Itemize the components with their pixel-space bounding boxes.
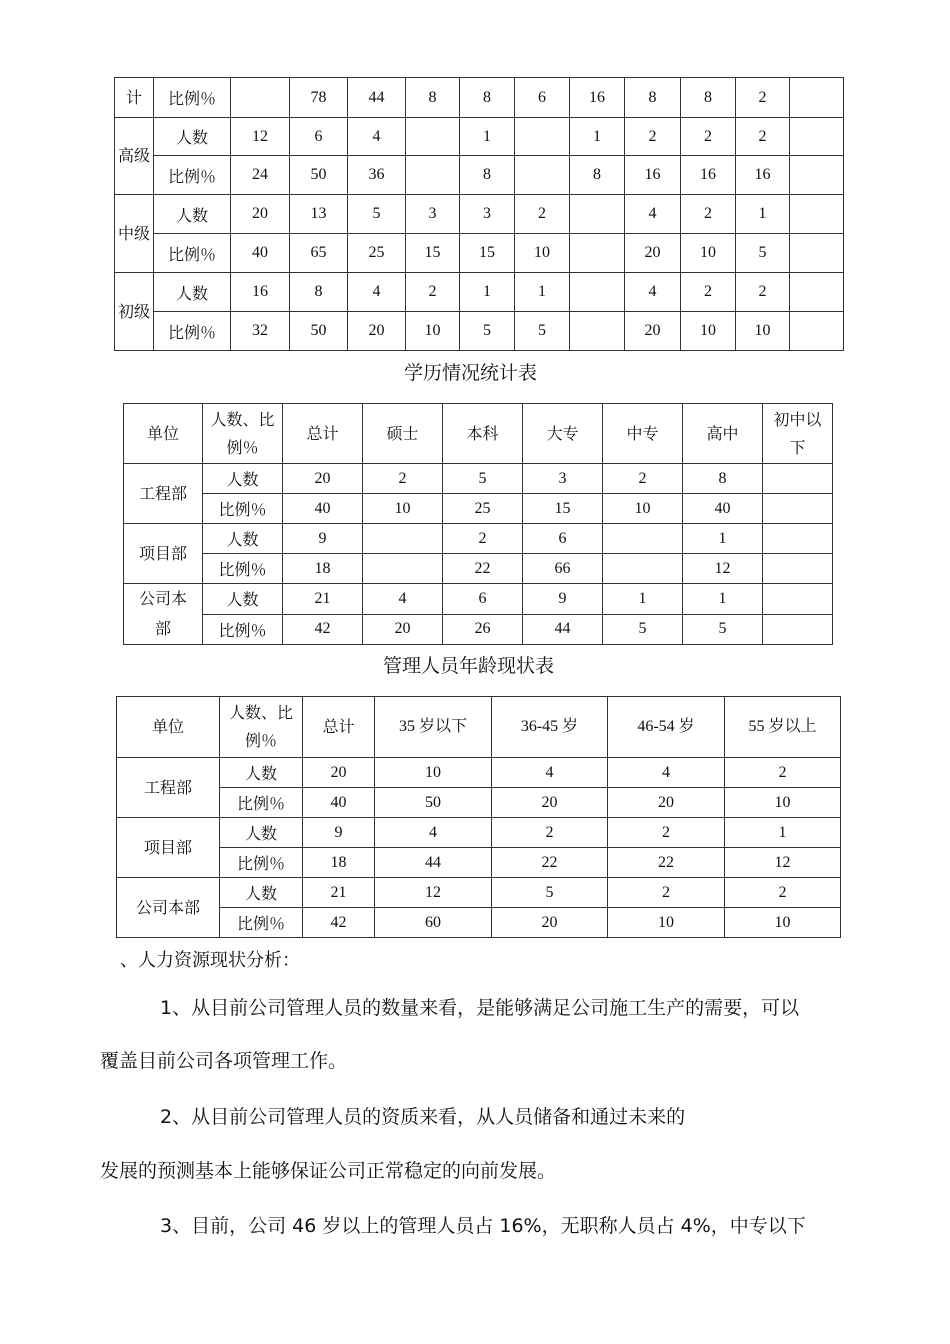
table-cell bbox=[363, 554, 443, 584]
table-cell: 4 bbox=[625, 273, 681, 312]
table-cell: 26 bbox=[443, 614, 523, 645]
table-cell: 6 bbox=[515, 78, 570, 118]
table-cell: 40 bbox=[683, 494, 763, 524]
table-cell: 1 bbox=[460, 118, 515, 156]
table-cell: 18 bbox=[303, 848, 375, 878]
table-row bbox=[115, 234, 844, 273]
table-cell: 2 bbox=[736, 273, 790, 312]
table-cell: 20 bbox=[625, 234, 681, 273]
table-cell: 13 bbox=[290, 195, 348, 234]
table-cell bbox=[790, 195, 844, 234]
table-cell: 2 bbox=[736, 118, 790, 156]
table-cell: 2 bbox=[492, 818, 608, 848]
table-cell: 5 bbox=[515, 312, 570, 351]
table-cell: 20 bbox=[625, 312, 681, 351]
table-cell: 4 bbox=[348, 118, 406, 156]
table-cell: 18 bbox=[283, 554, 363, 584]
table-cell: 12 bbox=[231, 118, 290, 156]
table-cell: 2 bbox=[681, 118, 736, 156]
table-cell: 16 bbox=[570, 78, 625, 118]
table-cell: 1 bbox=[725, 818, 841, 848]
table-cell: 20 bbox=[608, 788, 725, 818]
column-header: 单位 bbox=[124, 404, 203, 464]
table-cell: 5 bbox=[348, 195, 406, 234]
table-cell bbox=[603, 554, 683, 584]
row-metric-label: 人数 bbox=[203, 584, 283, 615]
table-cell: 16 bbox=[736, 156, 790, 195]
row-metric-label: 人数 bbox=[203, 524, 283, 554]
column-header: 人数、比例％ bbox=[203, 404, 283, 464]
table-cell: 8 bbox=[570, 156, 625, 195]
table-cell bbox=[790, 156, 844, 195]
table-cell bbox=[763, 554, 833, 584]
column-header: 36-45 岁 bbox=[492, 697, 608, 758]
table-row bbox=[124, 524, 833, 554]
unit-label: 工程部 bbox=[117, 758, 220, 818]
table-cell: 3 bbox=[523, 464, 603, 494]
column-header: 46-54 岁 bbox=[608, 697, 725, 758]
table-row bbox=[117, 848, 841, 878]
column-header: 单位 bbox=[117, 697, 220, 758]
table-cell: 2 bbox=[736, 78, 790, 118]
table-cell: 6 bbox=[443, 584, 523, 615]
table-cell: 2 bbox=[681, 273, 736, 312]
table-cell: 9 bbox=[283, 524, 363, 554]
age-stats-table bbox=[116, 696, 841, 938]
table-cell bbox=[363, 524, 443, 554]
table-cell: 5 bbox=[460, 312, 515, 351]
column-header: 总计 bbox=[303, 697, 375, 758]
table-cell: 22 bbox=[492, 848, 608, 878]
row-metric-label: 比例％ bbox=[203, 494, 283, 524]
row-metric-label: 比例％ bbox=[220, 848, 303, 878]
table-cell: 10 bbox=[725, 788, 841, 818]
table-cell: 2 bbox=[406, 273, 460, 312]
unit-label: 工程部 bbox=[124, 464, 203, 524]
table-cell: 2 bbox=[515, 195, 570, 234]
table-cell: 65 bbox=[290, 234, 348, 273]
row-metric-label: 人数 bbox=[220, 758, 303, 788]
table-cell: 4 bbox=[608, 758, 725, 788]
table-cell bbox=[790, 118, 844, 156]
table-cell: 2 bbox=[681, 195, 736, 234]
row-metric-label: 比例％ bbox=[203, 614, 283, 645]
table-row bbox=[115, 312, 844, 351]
unit-label: 公司本部 bbox=[117, 878, 220, 938]
paragraph-2-line-2: 发展的预测基本上能够保证公司正常稳定的向前发展。 bbox=[100, 1160, 557, 1182]
table-cell: 21 bbox=[303, 878, 375, 908]
table-cell bbox=[406, 118, 460, 156]
table-cell: 1 bbox=[683, 584, 763, 615]
education-table-caption: 学历情况统计表 bbox=[404, 362, 538, 384]
table-cell: 78 bbox=[290, 78, 348, 118]
row-group-label: 高级 bbox=[115, 118, 154, 195]
table-cell: 44 bbox=[348, 78, 406, 118]
table-cell: 5 bbox=[443, 464, 523, 494]
table-cell: 10 bbox=[608, 908, 725, 938]
table-cell: 9 bbox=[303, 818, 375, 848]
table-cell: 25 bbox=[348, 234, 406, 273]
table-cell: 10 bbox=[736, 312, 790, 351]
row-metric-label: 人数 bbox=[203, 464, 283, 494]
table-cell: 9 bbox=[523, 584, 603, 615]
table-row bbox=[115, 195, 844, 234]
table-cell bbox=[790, 78, 844, 118]
table-cell: 10 bbox=[681, 234, 736, 273]
table-cell: 2 bbox=[625, 118, 681, 156]
table-cell: 5 bbox=[603, 614, 683, 645]
table-cell: 8 bbox=[460, 156, 515, 195]
table-cell bbox=[570, 273, 625, 312]
header-row bbox=[117, 697, 841, 758]
table-cell bbox=[515, 156, 570, 195]
table-cell: 3 bbox=[406, 195, 460, 234]
row-metric-label: 比例％ bbox=[154, 234, 231, 273]
column-header: 高中 bbox=[683, 404, 763, 464]
column-header: 本科 bbox=[443, 404, 523, 464]
table-cell: 4 bbox=[348, 273, 406, 312]
table-cell: 15 bbox=[406, 234, 460, 273]
table-cell: 40 bbox=[303, 788, 375, 818]
table-cell bbox=[570, 195, 625, 234]
column-header: 中专 bbox=[603, 404, 683, 464]
table-cell: 36 bbox=[348, 156, 406, 195]
table-row bbox=[117, 788, 841, 818]
table-cell: 10 bbox=[603, 494, 683, 524]
table-cell: 6 bbox=[523, 524, 603, 554]
table-cell bbox=[570, 234, 625, 273]
table-cell: 20 bbox=[303, 758, 375, 788]
table-cell: 24 bbox=[231, 156, 290, 195]
table-cell bbox=[231, 78, 290, 118]
table-cell: 60 bbox=[375, 908, 492, 938]
table-cell: 10 bbox=[725, 908, 841, 938]
column-header: 人数、比例％ bbox=[220, 697, 303, 758]
column-header: 总计 bbox=[283, 404, 363, 464]
table-cell: 2 bbox=[443, 524, 523, 554]
table-cell: 1 bbox=[736, 195, 790, 234]
table-cell: 44 bbox=[523, 614, 603, 645]
table-cell: 8 bbox=[625, 78, 681, 118]
table-row bbox=[117, 818, 841, 848]
table-cell: 12 bbox=[375, 878, 492, 908]
section-heading: 、人力资源现状分析： bbox=[120, 950, 300, 971]
column-header: 大专 bbox=[523, 404, 603, 464]
table-row bbox=[124, 554, 833, 584]
table-cell: 2 bbox=[608, 818, 725, 848]
table-cell: 8 bbox=[683, 464, 763, 494]
table-cell: 2 bbox=[608, 878, 725, 908]
table-cell: 2 bbox=[603, 464, 683, 494]
table-cell: 1 bbox=[603, 584, 683, 615]
table-cell: 20 bbox=[231, 195, 290, 234]
table-cell: 2 bbox=[725, 758, 841, 788]
table-cell: 10 bbox=[406, 312, 460, 351]
table-cell: 2 bbox=[363, 464, 443, 494]
table-row bbox=[115, 78, 844, 118]
table-cell bbox=[763, 494, 833, 524]
table-cell: 10 bbox=[515, 234, 570, 273]
table-cell: 42 bbox=[303, 908, 375, 938]
table-row bbox=[117, 758, 841, 788]
table-cell: 2 bbox=[725, 878, 841, 908]
table-cell: 16 bbox=[625, 156, 681, 195]
table-cell: 20 bbox=[492, 908, 608, 938]
row-metric-label: 比例％ bbox=[220, 788, 303, 818]
table-row bbox=[115, 273, 844, 312]
table-cell: 20 bbox=[348, 312, 406, 351]
title-stats-table bbox=[114, 77, 844, 351]
table-cell: 4 bbox=[492, 758, 608, 788]
table-cell: 8 bbox=[681, 78, 736, 118]
table-cell: 25 bbox=[443, 494, 523, 524]
table-cell: 40 bbox=[231, 234, 290, 273]
row-metric-label: 人数 bbox=[154, 118, 231, 156]
table-cell: 22 bbox=[608, 848, 725, 878]
column-header: 55 岁以上 bbox=[725, 697, 841, 758]
header-row bbox=[124, 404, 833, 464]
table-cell: 5 bbox=[492, 878, 608, 908]
table-cell bbox=[603, 524, 683, 554]
row-metric-label: 比例％ bbox=[154, 312, 231, 351]
row-metric-label: 比例％ bbox=[154, 78, 231, 118]
row-metric-label: 人数 bbox=[154, 273, 231, 312]
table-cell: 5 bbox=[683, 614, 763, 645]
table-cell bbox=[763, 614, 833, 645]
table-row bbox=[117, 878, 841, 908]
paragraph-1-line-1: 1、从目前公司管理人员的数量来看，是能够满足公司施工生产的需要，可以 bbox=[160, 997, 800, 1019]
table-cell: 1 bbox=[683, 524, 763, 554]
table-cell: 4 bbox=[375, 818, 492, 848]
row-metric-label: 比例％ bbox=[203, 554, 283, 584]
table-cell: 1 bbox=[570, 118, 625, 156]
table-cell: 50 bbox=[290, 156, 348, 195]
table-cell: 10 bbox=[375, 758, 492, 788]
table-cell: 50 bbox=[290, 312, 348, 351]
table-cell: 8 bbox=[460, 78, 515, 118]
table-cell: 20 bbox=[363, 614, 443, 645]
table-cell bbox=[406, 156, 460, 195]
table-cell: 4 bbox=[363, 584, 443, 615]
table-cell: 21 bbox=[283, 584, 363, 615]
table-cell: 15 bbox=[460, 234, 515, 273]
table-cell: 32 bbox=[231, 312, 290, 351]
table-cell: 10 bbox=[681, 312, 736, 351]
table-cell bbox=[790, 273, 844, 312]
table-row bbox=[115, 156, 844, 195]
table-cell: 1 bbox=[515, 273, 570, 312]
table-row bbox=[115, 118, 844, 156]
row-metric-label: 人数 bbox=[220, 878, 303, 908]
column-header: 初中以下 bbox=[763, 404, 833, 464]
table-cell bbox=[763, 524, 833, 554]
table-cell: 16 bbox=[681, 156, 736, 195]
age-table-caption: 管理人员年龄现状表 bbox=[383, 655, 555, 677]
table-cell: 15 bbox=[523, 494, 603, 524]
table-cell: 20 bbox=[492, 788, 608, 818]
table-cell: 4 bbox=[625, 195, 681, 234]
table-cell bbox=[763, 584, 833, 615]
paragraph-2-line-1: 2、从目前公司管理人员的资质来看，从人员储备和通过未来的 bbox=[160, 1106, 686, 1128]
column-header: 硕士 bbox=[363, 404, 443, 464]
table-cell: 16 bbox=[231, 273, 290, 312]
table-cell: 6 bbox=[290, 118, 348, 156]
table-cell: 1 bbox=[460, 273, 515, 312]
table-cell: 42 bbox=[283, 614, 363, 645]
table-cell: 3 bbox=[460, 195, 515, 234]
row-metric-label: 人数 bbox=[220, 818, 303, 848]
table-cell bbox=[515, 118, 570, 156]
row-metric-label: 人数 bbox=[154, 195, 231, 234]
table-cell: 10 bbox=[363, 494, 443, 524]
table-cell: 20 bbox=[283, 464, 363, 494]
unit-label: 项目部 bbox=[124, 524, 203, 584]
table-cell: 66 bbox=[523, 554, 603, 584]
row-group-label: 中级 bbox=[115, 195, 154, 273]
column-header: 35 岁以下 bbox=[375, 697, 492, 758]
row-metric-label: 比例％ bbox=[154, 156, 231, 195]
row-group-label: 初级 bbox=[115, 273, 154, 351]
education-stats-table bbox=[123, 403, 833, 645]
table-row bbox=[124, 494, 833, 524]
table-cell: 8 bbox=[406, 78, 460, 118]
table-cell: 44 bbox=[375, 848, 492, 878]
row-group-label: 计 bbox=[115, 78, 154, 118]
paragraph-1-line-2: 覆盖目前公司各项管理工作。 bbox=[100, 1050, 348, 1072]
table-row bbox=[124, 614, 833, 645]
table-cell bbox=[790, 234, 844, 273]
table-cell bbox=[790, 312, 844, 351]
paragraph-3-line-1: 3、目前，公司 46 岁以上的管理人员占 16%，无职称人员占 4%，中专以下 bbox=[160, 1215, 806, 1237]
unit-label: 公司本部 bbox=[124, 584, 203, 645]
table-row bbox=[124, 584, 833, 615]
table-cell: 50 bbox=[375, 788, 492, 818]
table-cell: 5 bbox=[736, 234, 790, 273]
row-metric-label: 比例％ bbox=[220, 908, 303, 938]
table-cell bbox=[570, 312, 625, 351]
table-row bbox=[124, 464, 833, 494]
table-cell: 12 bbox=[725, 848, 841, 878]
table-cell: 22 bbox=[443, 554, 523, 584]
table-cell: 40 bbox=[283, 494, 363, 524]
table-row bbox=[117, 908, 841, 938]
table-cell bbox=[763, 464, 833, 494]
table-cell: 12 bbox=[683, 554, 763, 584]
table-cell: 8 bbox=[290, 273, 348, 312]
unit-label: 项目部 bbox=[117, 818, 220, 878]
